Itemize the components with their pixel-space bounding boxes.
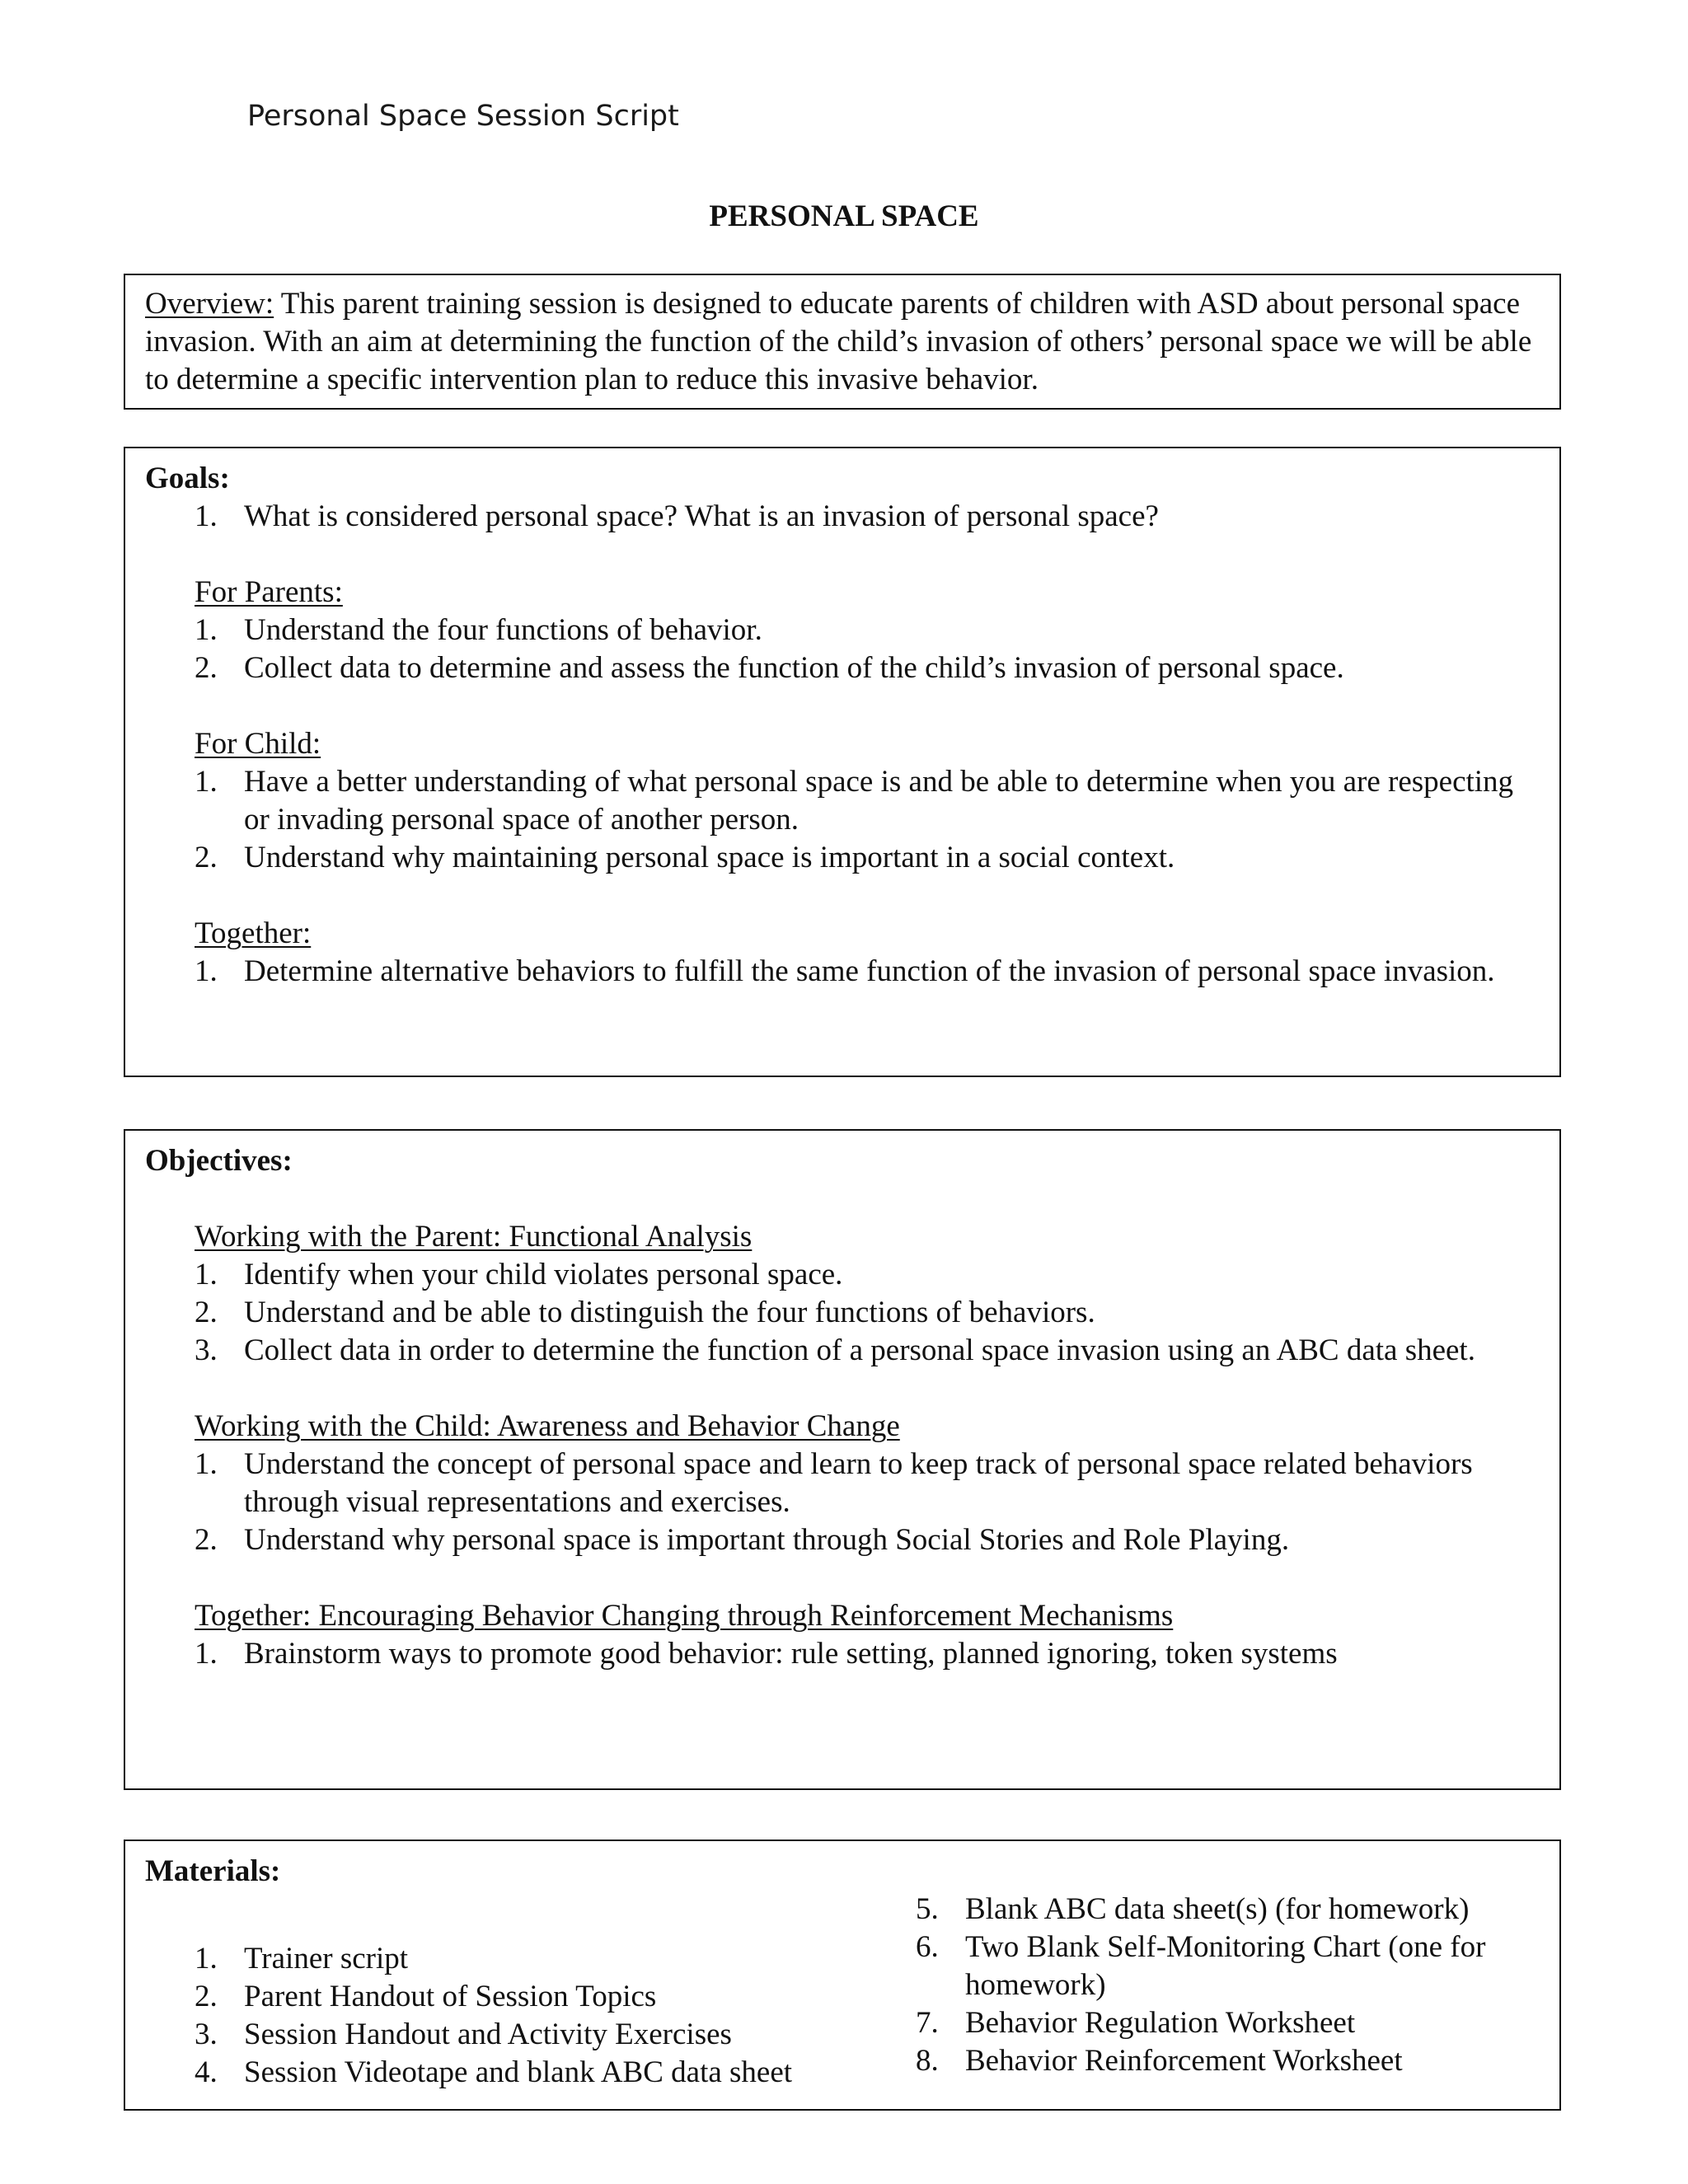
list-item-text: Behavior Regulation Worksheet xyxy=(965,2006,1356,2040)
list-item xyxy=(195,1978,846,2016)
objectives-heading: Objectives: xyxy=(145,1144,293,1178)
objectives-child-list xyxy=(145,1446,1540,1559)
list-item-number: 7. xyxy=(916,2006,939,2040)
objectives-together-list xyxy=(145,1635,1540,1673)
list-item-text: What is considered personal space? What is an invasion of personal space? xyxy=(244,499,1159,533)
list-item-text: Brainstorm ways to promote good behavior: rule setting, planned ignoring, token systems xyxy=(244,1637,1338,1671)
materials-heading: Materials: xyxy=(145,1854,281,1888)
list-item-number: 2. xyxy=(195,1980,218,2013)
list-item-number: 4. xyxy=(195,2055,218,2089)
list-item-text: Session Handout and Activity Exercises xyxy=(244,2018,732,2051)
list-item-number: 2. xyxy=(195,1296,218,1329)
list-item-number: 2. xyxy=(195,1523,218,1557)
list-item-text: Collect data in order to determine the function of a personal space invasion using an ABC data sheet. xyxy=(244,1333,1475,1367)
goals-parents-list xyxy=(145,612,1540,687)
list-item xyxy=(195,2054,846,2092)
list-item-text: Understand why maintaining personal space is important in a social context. xyxy=(244,841,1175,874)
list-item-text: Trainer script xyxy=(244,1942,409,1975)
list-item-number: 5. xyxy=(916,1892,939,1926)
document-title: PERSONAL SPACE xyxy=(709,199,979,233)
objectives-together-label: Together: Encouraging Behavior Changing through Reinforcement Mechanisms xyxy=(195,1599,1174,1633)
list-item xyxy=(195,1635,1540,1673)
list-item-text: Understand the four functions of behavior. xyxy=(244,613,762,647)
list-item-number: 1. xyxy=(195,1258,218,1291)
list-item-text: Session Videotape and blank ABC data sheet xyxy=(244,2055,793,2089)
goals-together-list xyxy=(145,953,1540,991)
list-item xyxy=(195,1256,1540,1294)
list-item xyxy=(195,1332,1540,1370)
goals-box xyxy=(124,447,1561,1077)
list-item-number: 1. xyxy=(195,765,218,799)
list-item xyxy=(916,1929,1567,2004)
list-item-number: 1. xyxy=(195,1447,218,1481)
list-item-text: Behavior Reinforcement Worksheet xyxy=(965,2044,1403,2078)
list-item xyxy=(195,1940,846,1978)
session-script-header: Personal Space Session Script xyxy=(247,100,679,133)
list-item xyxy=(195,1521,1540,1559)
list-item xyxy=(195,763,1540,839)
list-item-number: 1. xyxy=(195,613,218,647)
list-item-text: Have a better understanding of what personal space is and be able to determine when you are respecting or invading personal space of another person. xyxy=(244,765,1514,837)
materials-left-list xyxy=(145,1940,846,2092)
list-item xyxy=(916,1891,1567,1929)
list-item-text: Understand why personal space is important through Social Stories and Role Playing. xyxy=(244,1523,1290,1557)
goals-child-label: For Child: xyxy=(195,727,321,761)
objectives-child-label: Working with the Child: Awareness and Behavior Change xyxy=(195,1409,900,1443)
list-item-text: Determine alternative behaviors to fulfill the same function of the invasion of personal space invasion. xyxy=(244,954,1495,988)
list-item-number: 1. xyxy=(195,1942,218,1975)
list-item xyxy=(195,1294,1540,1332)
objectives-parent-label: Working with the Parent: Functional Analysis xyxy=(195,1220,753,1254)
list-item xyxy=(195,612,1540,649)
list-item xyxy=(916,2042,1567,2080)
list-item-text: Two Blank Self-Monitoring Chart (one for homework) xyxy=(965,1930,1486,2002)
list-item xyxy=(195,1446,1540,1521)
list-item xyxy=(195,498,1540,536)
goals-general-list xyxy=(145,498,1540,536)
objectives-box xyxy=(124,1129,1561,1790)
list-item xyxy=(195,953,1540,991)
list-item xyxy=(195,839,1540,877)
list-item-text: Understand the concept of personal space and learn to keep track of personal space related behaviors through visual representations and exercises. xyxy=(244,1447,1473,1519)
list-item-number: 2. xyxy=(195,841,218,874)
list-item-number: 1. xyxy=(195,954,218,988)
list-item-number: 1. xyxy=(195,1637,218,1671)
list-item-number: 1. xyxy=(195,499,218,533)
list-item-number: 3. xyxy=(195,1333,218,1367)
list-item-text: Understand and be able to distinguish the four functions of behaviors. xyxy=(244,1296,1095,1329)
list-item-number: 3. xyxy=(195,2018,218,2051)
materials-box xyxy=(124,1840,1561,2111)
goals-heading: Goals: xyxy=(145,462,230,495)
list-item xyxy=(195,649,1540,687)
materials-right-list xyxy=(916,1891,1567,2080)
objectives-parent-list xyxy=(145,1256,1540,1370)
overview-box xyxy=(124,274,1561,410)
list-item-text: Parent Handout of Session Topics xyxy=(244,1980,657,2013)
overview-text: This parent training session is designed to educate parents of children with ASD about personal space invasion. With an aim at determining the function of the child’s invasion of others’ personal space we will be able to determine a specific intervention plan to reduce this invasive behavior. xyxy=(145,287,1532,396)
list-item-text: Identify when your child violates personal space. xyxy=(244,1258,843,1291)
goals-child-list xyxy=(145,763,1540,877)
list-item-number: 8. xyxy=(916,2044,939,2078)
list-item-number: 6. xyxy=(916,1930,939,1964)
list-item xyxy=(195,2016,846,2054)
overview-label: Overview: xyxy=(145,287,274,321)
list-item-text: Collect data to determine and assess the function of the child’s invasion of personal space. xyxy=(244,651,1344,685)
list-item xyxy=(916,2004,1567,2042)
goals-together-label: Together: xyxy=(195,916,312,950)
list-item-number: 2. xyxy=(195,651,218,685)
goals-parents-label: For Parents: xyxy=(195,575,343,609)
list-item-text: Blank ABC data sheet(s) (for homework) xyxy=(965,1892,1470,1926)
